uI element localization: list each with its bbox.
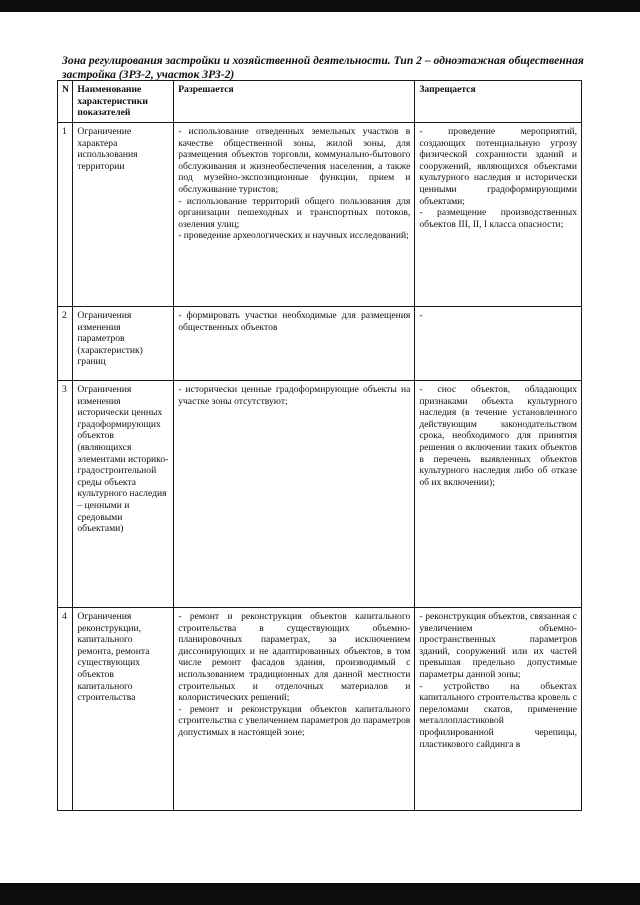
table-row [58,307,582,381]
scan-top-border [0,0,640,12]
regulation-table [57,80,582,811]
allowed-item: - проведение археологических и научных исследований; [178,230,409,242]
header-prohibited: Запрещается [415,81,582,123]
page-title: Зона регулирования застройки и хозяйственной деятельности. Тип 2 – одноэтажная общественная застройка (ЗРЗ-2, участок ЗРЗ-2) [62,54,584,81]
row-allowed: - исторически ценные градоформирующие объекты на участке зоны отсутствуют; [174,381,415,608]
table-header-row [58,81,582,123]
header-number: N [58,81,73,123]
scan-bottom-border [0,883,640,905]
header-allowed: Разрешается [174,81,415,123]
row-prohibited [415,123,582,307]
allowed-item: - использование отведенных земельных участков в качестве общественной зоны, жилой зоны, для размещения объектов торговли, коммунально-бытового обслуживания и жизнеобеспечения населения, а также под музейно-экспозиционные функции, прием и обслуживание туристов; [178,126,411,195]
row-number: 2 [58,307,73,381]
header-name: Наименование характеристики показателей [73,81,174,123]
prohibited-item: - размещение производственных объектов III, II, I класса опасности; [419,207,577,230]
row-prohibited: - [415,307,582,381]
row-name: Ограничения изменения исторически ценных градоформирующих объектов (являющихся элементами историко-градостроительной среды объекта культурного наследия – ценными и средовыми объектами) [73,381,174,608]
row-prohibited [415,608,582,811]
prohibited-item: - проведение мероприятий, создающих потенциальную угрозу физической сохранности зданий и сооружений, являющихся объектами культурного наследия и исторически ценными градоформирующими объектами; [419,126,577,207]
allowed-item: - ремонт и реконструкция объектов капитального строительства с увеличением параметров до параметров допустимых в настоящей зоне; [178,703,411,738]
row-allowed [174,608,415,811]
row-name: Ограничение характера использования территории [73,123,174,307]
table-row [58,608,582,811]
prohibited-item: - устройство на объектах капитального строительства кровель с переломами скатов, применение металлопластиковой профилированной черепицы, пластикового сайдинга в [419,680,577,750]
row-prohibited: - снос объектов, обладающих признаками объекта культурного наследия (в течение установленного действующим законодательством срока, необходимого для принятия решения о включении таких объектов в перечень выявленных объектов культурного наследия либо об отказе об их включении); [415,381,582,608]
row-name: Ограничения изменения параметров (характеристик) границ [73,307,174,381]
row-number: 4 [58,608,73,811]
allowed-item: - использование территорий общего пользования для организации пешеходных и транспортных потоков, озеления улиц; [178,195,411,230]
row-name: Ограничения реконструкции, капитального ремонта, ремонта существующих объектов капитального строительства [73,608,174,811]
table-row [58,123,582,307]
table-row [58,381,582,608]
allowed-item: - ремонт и реконструкция объектов капитального строительства в существующих объемно-планировочных параметрах, за исключением диссонирующих и не адаптированных объектов, в том числе ремонт фасадов здания, производимый с использованием традиционных для данной местности строительных и отделочных материалов и колористических решений; [178,611,411,704]
row-allowed [174,123,415,307]
row-number: 3 [58,381,73,608]
row-allowed: - формировать участки необходимые для размещения общественных объектов [174,307,415,381]
prohibited-item: - реконструкция объектов, связанная с увеличением объемно-пространственных параметров зданий, сооружений или их частей превышая предельно допустимые параметры данной зоны; [419,611,577,680]
row-number: 1 [58,123,73,307]
